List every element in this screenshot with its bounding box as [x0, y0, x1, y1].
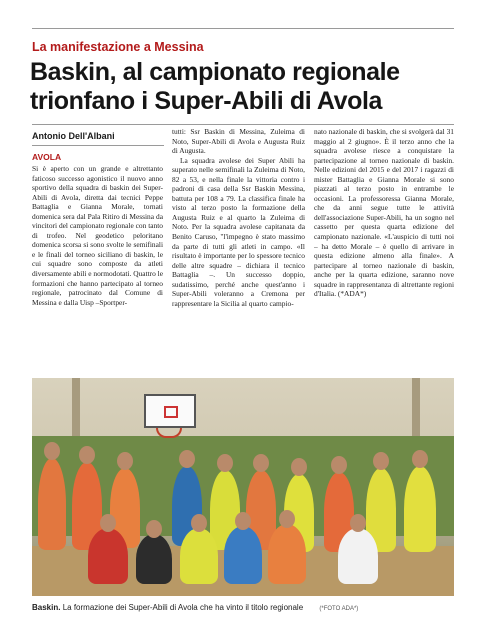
player-head [235, 512, 251, 530]
player-head [100, 514, 116, 532]
player-figure [180, 528, 218, 584]
player-head [279, 510, 295, 528]
player-head [217, 454, 233, 472]
player-figure [136, 534, 172, 584]
player-figure [88, 528, 128, 584]
player-figure [38, 458, 66, 550]
headline-line-1: Baskin, al campionato regionale [30, 58, 400, 86]
player-head [350, 514, 366, 532]
player-head [44, 442, 60, 460]
player-figure [338, 528, 378, 584]
photo-credit: (*FOTO ADA*) [319, 606, 359, 612]
player-head [412, 450, 428, 468]
player-head [117, 452, 133, 470]
paragraph: Si è aperto con un grande e altrettanto faticoso successo agonistico il nuovo anno sportivo della squadra di baskin dei Super-Abili di Avola, diretta dai tecnici Peppe Battaglia e Gianna Morale, tornati domenica sera dal Pala Ritiro di Messina da vincitori del campionato regionale con tanto di trofeo. Nel geodetico peloritano domenica scorsa si sono svolte le semifinali e le finali del torneo siciliano di baskin, le cui squadre sono composte da atleti diversamente abili e normodotati. Quattro le formazioni che hanno partecipato al torneo regionale, patrocinato dal Comune di Messina e dalla Uisp –Sportper- [32, 164, 163, 307]
dateline-place: AVOLA [32, 152, 62, 162]
paragraph: tutti: Ssr Baskin di Messina, Zuleima di Noto, Super-Abili di Avola e Augusta Ruiz di Augusta. [172, 127, 305, 156]
team-photo [32, 378, 454, 596]
player-head [253, 454, 269, 472]
photo-caption [32, 603, 358, 612]
headline [30, 58, 460, 116]
player-figure [404, 466, 436, 552]
player-head [331, 456, 347, 474]
player-head [146, 520, 162, 538]
player-head [291, 458, 307, 476]
kicker: La manifestazione a Messina [32, 40, 204, 54]
player-head [373, 452, 389, 470]
headline-rule [32, 124, 454, 125]
player-head [179, 450, 195, 468]
player-head [79, 446, 95, 464]
byline-rule [32, 145, 164, 146]
byline: Antonio Dell'Albani [32, 131, 115, 141]
basketball-backboard [144, 394, 196, 428]
player-figure [224, 526, 262, 584]
paragraph: nato nazionale di baskin, che si svolgerà dal 31 maggio al 2 giugno». È il terzo anno che la squadra avolese riesce a conquistare la partecipazione al torneo nazionale di baskin. Nelle edizioni del 2015 e del 2017 i ragazzi di mister Battaglia e Gianna Morale si sono piazzati al terzo posto in entrambe le occasioni. La professoressa Gianna Morale, che da anni segue tutte le attività dell'associazione Super-Abili, ha un sogno nel cassetto per questa quarta edizione del campionato nazionale. «L'auspicio di tutti noi – ha detto Morale – è quello di arrivare in questa edizione almeno alla finale». A partecipare al torneo nazionale di baskin, anche per la quarta edizione, saranno nove squadre in rappresentanza di altrettante regioni d'Italia. (*ADA*) [314, 127, 454, 299]
player-figure [268, 524, 306, 584]
headline-line-2: trionfano i Super-Abili di Avola [30, 87, 383, 115]
article-column-2 [172, 127, 305, 369]
article-column-1 [32, 164, 163, 369]
player-head [191, 514, 207, 532]
article-column-3 [314, 127, 454, 369]
paragraph: La squadra avolese dei Super Abili ha superato nelle semifinali la Zuleima di Noto, 82 a 53, e nella finale la vittoria contro i padroni di casa della Ssr Baskin Messina, battuta per 108 a 79. La classifica finale ha visto al terzo posto la formazione della Augusta Ruiz e al quarto la Zuleima di Noto. Per la squadra avolese capitanata da Benito Caruso, "l'impegno è stato massimo da parte di tutti gli atleti in campo. «Il risultato è importante per lo spessore tecnico delle altre squadre – dichiara il tecnico Battaglia –. Un successo doppio, sudatissimo, perché anche quest'anno i Super-Abili voleranno a Cremona per rappresentare la Sicilia al quarto campio- [172, 155, 305, 308]
caption-label: Baskin. [32, 603, 61, 612]
caption-text: La formazione dei Super-Abili di Avola che ha vinto il titolo regionale [62, 603, 304, 612]
top-rule [32, 28, 454, 29]
